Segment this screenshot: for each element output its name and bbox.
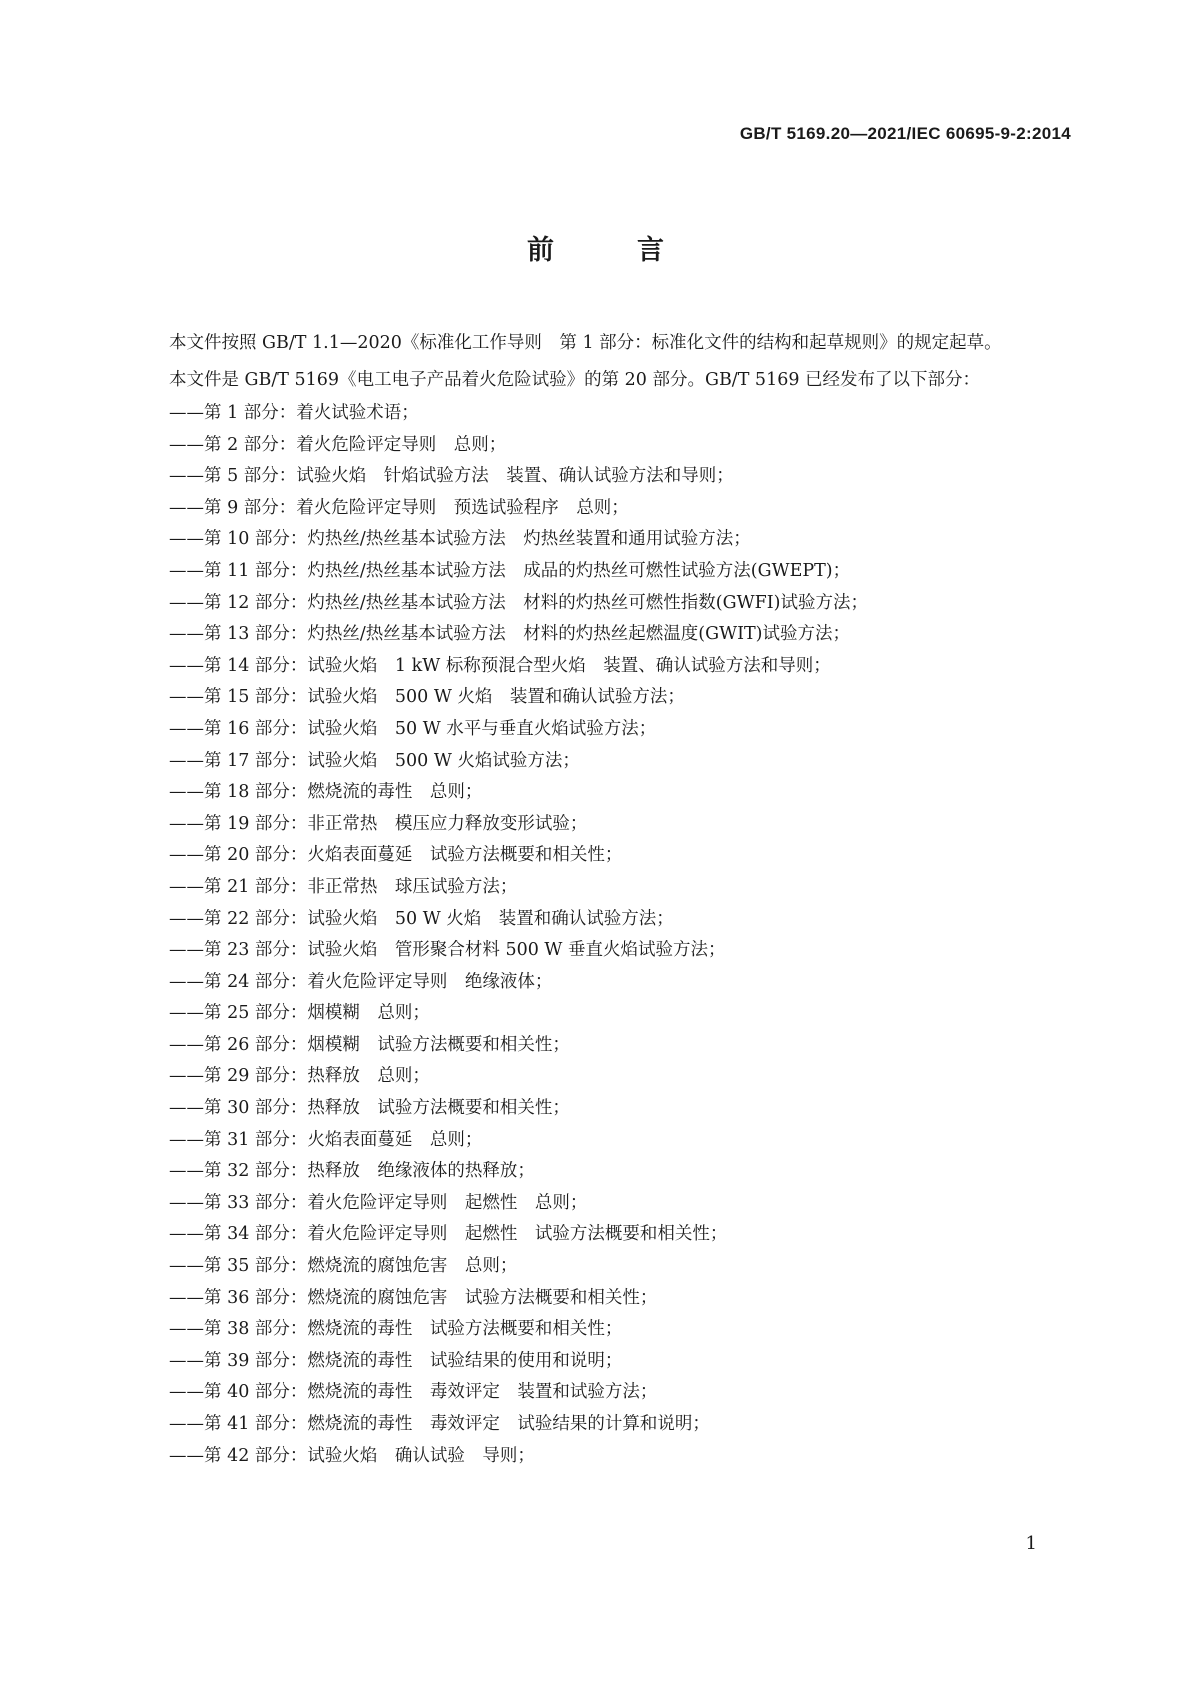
list-item: ——第 41 部分：燃烧流的毒性 毒效评定 试验结果的计算和说明； [169,1414,710,1434]
list-item: ——第 17 部分：试验火焰 500 W 火焰试验方法； [169,750,580,771]
list-item: ——第 35 部分：燃烧流的腐蚀危害 总则； [169,1256,518,1277]
list-item: ——第 39 部分：燃烧流的毒性 试验结果的使用和说明； [169,1350,623,1371]
list-item: ——第 24 部分：着火危险评定导则 绝缘液体； [169,971,553,992]
list-item: ——第 13 部分：灼热丝/热丝基本试验方法 材料的灼热丝起燃温度(GWIT)试验方法； [169,624,850,645]
paragraph-drafting-rules: 本文件按照 GB/T 1.1—2020《标准化工作导则 第 1 部分：标准化文件的结构和起草规则》的规定起草。 [169,333,1002,353]
list-item: ——第 32 部分：热释放 绝缘液体的热释放； [169,1161,535,1182]
parts-list [120,398,1072,1472]
list-item: ——第 16 部分：试验火焰 50 W 水平与垂直火焰试验方法； [169,718,657,739]
list-item: ——第 2 部分：着火危险评定导则 总则； [169,434,507,455]
list-item: ——第 14 部分：试验火焰 1 kW 标称预混合型火焰 装置、确认试验方法和导则； [169,655,831,676]
list-item: ——第 23 部分：试验火焰 管形聚合材料 500 W 垂直火焰试验方法； [169,940,726,961]
list-item: ——第 5 部分：试验火焰 针焰试验方法 装置、确认试验方法和导则； [169,466,734,487]
list-item: ——第 26 部分：烟模糊 试验方法概要和相关性； [169,1034,570,1055]
list-item: ——第 36 部分：燃烧流的腐蚀危害 试验方法概要和相关性； [169,1287,658,1308]
list-item: ——第 34 部分：着火危险评定导则 起燃性 试验方法概要和相关性； [169,1224,728,1245]
list-item: ——第 22 部分：试验火焰 50 W 火焰 装置和确认试验方法； [169,908,674,929]
paragraph-series-intro: 本文件是 GB/T 5169《电工电子产品着火危险试验》的第 20 部分。GB/T 5169 已经发布了以下部分： [169,370,981,390]
list-item: ——第 33 部分：着火危险评定导则 起燃性 总则； [169,1192,588,1213]
list-item: ——第 11 部分：灼热丝/热丝基本试验方法 成品的灼热丝可燃性试验方法(GWEPT)； [169,560,851,581]
list-item: ——第 38 部分：燃烧流的毒性 试验方法概要和相关性； [169,1319,623,1340]
standard-code: GB/T 5169.20—2021/IEC 60695-9-2:2014 [739,124,1071,143]
list-item: ——第 1 部分：着火试验术语； [169,403,419,423]
list-item: ——第 25 部分：烟模糊 总则； [169,1003,430,1024]
list-item: ——第 20 部分：火焰表面蔓延 试验方法概要和相关性； [169,845,623,866]
list-item: ——第 19 部分：非正常热 模压应力释放变形试验； [169,813,588,834]
document-body [120,328,1072,1472]
list-item: ——第 21 部分：非正常热 球压试验方法； [169,876,518,897]
list-item: ——第 31 部分：火焰表面蔓延 总则； [169,1129,483,1150]
list-item: ——第 30 部分：热释放 试验方法概要和相关性； [169,1098,570,1119]
page-title: 前 言 [527,235,692,266]
list-item: ——第 9 部分：着火危险评定导则 预选试验程序 总则； [169,497,629,518]
list-item: ——第 10 部分：灼热丝/热丝基本试验方法 灼热丝装置和通用试验方法； [169,529,751,550]
list-item: ——第 40 部分：燃烧流的毒性 毒效评定 装置和试验方法； [169,1382,658,1403]
list-item: ——第 15 部分：试验火焰 500 W 火焰 装置和确认试验方法； [169,687,685,708]
page-number: 1 [1025,1533,1037,1554]
list-item: ——第 18 部分：燃烧流的毒性 总则； [169,782,483,803]
list-item: ——第 29 部分：热释放 总则； [169,1066,430,1087]
list-item: ——第 12 部分：灼热丝/热丝基本试验方法 材料的灼热丝可燃性指数(GWFI)试验方法； [169,592,868,613]
list-item: ——第 42 部分：试验火焰 确认试验 导则； [169,1445,535,1466]
